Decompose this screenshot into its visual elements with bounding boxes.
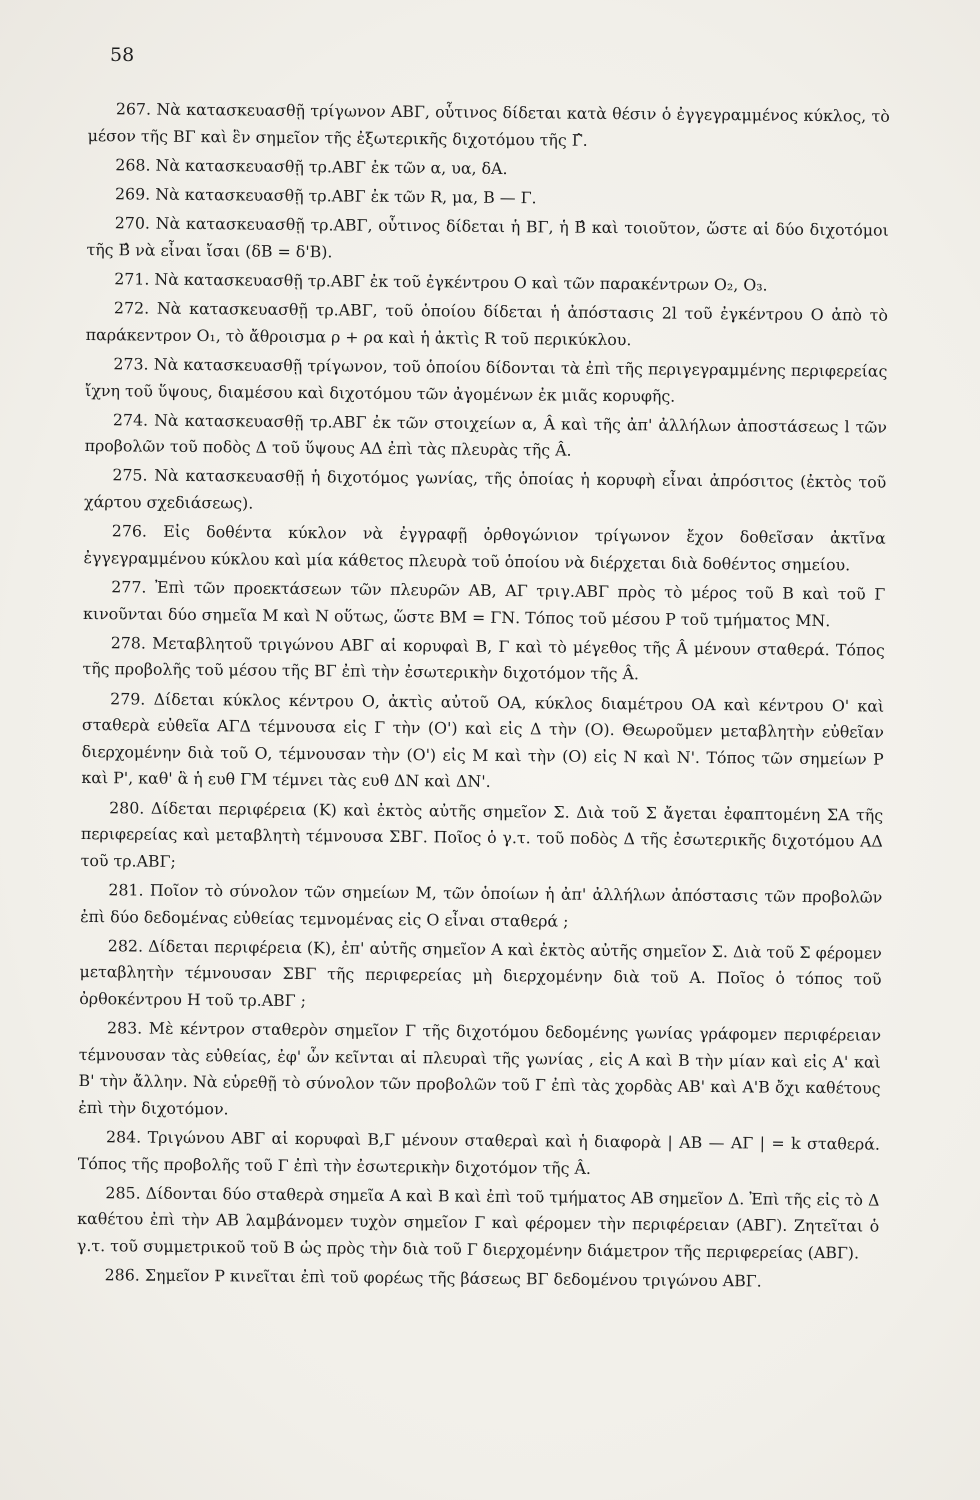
problem-number: 274. (112, 409, 149, 430)
problem-text: Νὰ κατασκευασθῇ τρ.ΑΒΓ ἐκ τοῦ ἐγκέντρου Ο καὶ τῶν παρακέντρων Ο₂, Ο₃. (154, 269, 768, 295)
problem-list (77, 96, 890, 1299)
problem-number: 275. (112, 465, 148, 486)
problem-280 (81, 795, 884, 882)
problem-number: 270. (114, 213, 151, 233)
problem-text: Ἐπὶ τῶν προεκτάσεων τῶν πλευρῶν ΑΒ, ΑΓ τριγ.ΑΒΓ πρὸς τὸ μέρος τοῦ Β καὶ τοῦ Γ κινοῦνται δύο σημεῖα Μ καὶ Ν οὕτως, ὥστε ΒΜ = ΓΝ. Τόπος τοῦ μέσου Ρ τοῦ τμήματος ΜΝ. (82, 577, 886, 630)
problem-number: 283. (106, 1018, 143, 1038)
problem-276 (83, 518, 885, 579)
problem-number: 286. (104, 1265, 140, 1285)
problem-number: 276. (111, 521, 148, 541)
problem-number: 284. (105, 1127, 142, 1147)
problem-text: Νὰ κατασκευασθῇ τρ.ΑΒΓ ἐκ τῶν R, μα, Β — Γ. (155, 184, 537, 208)
problem-282 (79, 933, 882, 1020)
problem-270 (86, 210, 888, 271)
problem-number: 268. (115, 155, 151, 175)
problem-text: Νὰ κατασκευασθῇ τρ.ΑΒΓ, τοῦ ὁποίου δίδεται ἡ ἀπόστασις 2l τοῦ ἐγκέντρου Ο ἀπὸ τὸ παράκεντρον Ο₁, τὸ ἄθροισμα ρ + ρα καὶ ἡ ἀκτὶς R τοῦ περικύκλου. (85, 298, 889, 349)
problem-number: 280. (109, 797, 145, 818)
problem-text: Νὰ κατασκευασθῇ τρίγωνον, τοῦ ὁποίου δίδονται τὰ ἐπὶ τῆς περιγεγραμμένης περιφερείας ἴχνη τοῦ ὕψους, διαμέσου καὶ διχοτόμου τῶν ἀγομένων ἐκ μιᾶς κορυφῆς. (85, 354, 888, 406)
problem-number: 278. (110, 633, 147, 653)
problem-number: 273. (113, 354, 149, 374)
problem-text: Νὰ κατασκευασθῇ τρ.ΑΒΓ ἐκ τῶν α, υα, δΑ. (155, 155, 508, 178)
problem-text: Νὰ κατασκευασθῇ ἡ διχοτόμος γωνίας, τῆς ὁποίας ἡ κορυφὴ εἶναι ἀπρόσιτος (ἐκτὸς τοῦ χάρτου σχεδιάσεως). (84, 466, 887, 513)
problem-284 (78, 1124, 880, 1185)
problem-279 (81, 686, 884, 800)
problem-text: Εἰς δοθέντα κύκλον νὰ ἐγγραφῇ ὀρθογώνιον τρίγωνον ἔχον δοθεῖσαν ἀκτῖνα ἐγγεγραμμένου κύκλου καὶ μία κάθετος πλευρὰ τοῦ ὁποίου νὰ διέρχεται διὰ δοθέντος σημείου. (83, 521, 886, 575)
problem-273 (85, 351, 887, 412)
problem-number: 272. (113, 298, 150, 318)
problem-text: Νὰ κατασκευασθῇ τρ.ΑΒΓ ἐκ τῶν στοιχείων α, Â καὶ τῆς ἀπ' ἀλλήλων ἀποστάσεως l τῶν προβολῶν τοῦ ποδὸς Δ τοῦ ὕψους ΑΔ ἐπὶ τὰς πλευρὰς τῆς Â. (84, 410, 887, 460)
problem-text: Δίδεται περιφέρεια (Κ) καὶ ἐκτὸς αὐτῆς σημεῖον Σ. Διὰ τοῦ Σ ἄγεται ἐφαπτομένη ΣΑ τῆς περιφερείας καὶ μεταβλητὴ τέμνουσα ΣΒΓ. Ποῖος ὁ γ.τ. τοῦ ποδὸς Δ τῆς ἐσωτερικῆς διχοτόμου ΑΔ τοῦ τρ.ΑΒΓ; (80, 798, 884, 871)
problem-277 (83, 574, 885, 635)
problem-number: 269. (114, 184, 151, 204)
problem-278 (82, 630, 884, 691)
problem-number: 267. (115, 99, 152, 119)
problem-267 (87, 96, 889, 157)
problem-number: 271. (114, 269, 150, 289)
problem-271 (86, 266, 888, 300)
problem-text: Δίδεται περιφέρεια (Κ), ἐπ' αὐτῆς σημεῖον Α καὶ ἐκτὸς αὐτῆς σημεῖον Σ. Διὰ τοῦ Σ φέρομεν μεταβλητὴν τέμνουσαν ΣΒΓ τῆς περιφερείας μὴ διερχομένην διὰ τοῦ Α. Ποῖος ὁ τόπος τοῦ ὀρθοκέντρου Η τοῦ τρ.ΑΒΓ ; (79, 936, 882, 1011)
problem-text: Δίδεται κύκλος κέντρου Ο, ἀκτὶς αὐτοῦ ΟΑ, κύκλος διαμέτρου ΟΑ καὶ κέντρου Ο' καὶ σταθερὰ εὐθεῖα ΑΓΔ τέμνουσα εἰς Γ τὴν (Ο') καὶ εἰς Δ τὴν (Ο). Θεωροῦμεν μεταβλητὴν εὐθεῖαν διερχομένην διὰ τοῦ Ο, τέμνουσαν τὴν (Ο') εἰς Μ καὶ τὴν (Ο) εἰς Ν καὶ Ν'. Τόπος τῶν σημείων Ρ καὶ Ρ', καθ' ἃ ἡ ευθ ΓΜ τέμνει τὰς ευθ ΔΝ καὶ ΔΝ'. (81, 689, 885, 792)
problem-number: 281. (108, 880, 144, 900)
problem-text: Σημεῖον Ρ κινεῖται ἐπὶ τοῦ φορέως τῆς βάσεως ΒΓ δεδομένου τριγώνου ΑΒΓ. (144, 1265, 762, 1291)
problem-number: 279. (110, 688, 146, 709)
problem-285 (77, 1180, 880, 1267)
problem-275 (84, 462, 886, 523)
problem-269 (87, 181, 889, 215)
problem-text: Νὰ κατασκευασθῇ τρ.ΑΒΓ, οὗτινος δίδεται ἡ ΒΓ, ἡ Β̂ καὶ τοιοῦτον, ὥστε αἱ δύο διχοτόμοι τῆς Β̂ νὰ εἶναι ἴσαι (δΒ = δ'Β). (86, 213, 889, 262)
problem-number: 277. (111, 577, 147, 597)
page-number: 58 (110, 44, 135, 66)
problem-text: Δίδονται δύο σταθερὰ σημεῖα Α καὶ Β καὶ ἐπὶ τοῦ τμήματος ΑΒ σημεῖον Δ. Ἐπὶ τῆς εἰς τὸ Δ καθέτου ἐπὶ τὴν ΑΒ λαμβάνομεν τυχὸν σημεῖον Γ καὶ φέρομεν τὴν περιφέρειαν (ΑΒΓ). Ζητεῖται ὁ γ.τ. τοῦ συμμετρικοῦ τοῦ Β ὡς πρὸς τὴν διὰ τοῦ Γ διερχομένην διάμετρον τῆς περιφερείας (ΑΒΓ). (76, 1183, 880, 1263)
problem-text: Μὲ κέντρον σταθερὸν σημεῖον Γ τῆς διχοτόμου δεδομένης γωνίας γράφομεν περιφέρειαν τέμνουσαν τὰς εὐθείας, ἐφ' ὧν κεῖνται αἱ πλευραὶ τῆς γωνίας , εἰς Α καὶ Β τὴν μίαν καὶ εἰς Α' καὶ Β' τὴν ἄλλην. Νὰ εὑρεθῇ τὸ σύνολον τῶν προβολῶν τοῦ Γ ἐπὶ τὰς χορδὰς ΑΒ' καὶ Α'Β ὄχι καθέτους ἐπὶ τὴν διχοτόμον. (78, 1018, 882, 1119)
problem-text: Νὰ κατασκευασθῇ τρίγωνον ΑΒΓ, οὗτινος δίδεται κατὰ θέσιν ὁ ἐγγεγραμμένος κύκλος, τὸ μέσον τῆς ΒΓ καὶ ἓν σημεῖον τῆς ἐξωτερικῆς διχοτόμου τῆς Γ̂. (87, 99, 890, 150)
problem-272 (86, 295, 888, 356)
problem-number: 285. (105, 1183, 141, 1203)
problem-281 (80, 877, 882, 938)
problem-text: Ποῖον τὸ σύνολον τῶν σημείων Μ, τῶν ὁποίων ἡ ἀπ' ἀλλήλων ἀπόστασις τῶν προβολῶν ἐπὶ δύο δεδομένας εὐθείας τεμνομένας εἰς Ο εἶναι σταθερά ; (80, 880, 883, 931)
problem-274 (85, 407, 887, 468)
problem-268 (87, 152, 889, 186)
problem-286 (77, 1262, 879, 1296)
problem-number: 282. (107, 935, 144, 956)
problem-text: Τριγώνου ΑΒΓ αἱ κορυφαὶ Β,Γ μένουν σταθεραὶ καὶ ἡ διαφορὰ | ΑΒ — ΑΓ | = k σταθερά. Τόπος τῆς προβολῆς τοῦ Γ ἐπὶ τὴν ἐσωτερικὴν διχοτόμον τῆς Â. (77, 1127, 881, 1178)
problem-283 (78, 1015, 881, 1129)
problem-text: Μεταβλητοῦ τριγώνου ΑΒΓ αἱ κορυφαὶ Β, Γ καὶ τὸ μέγεθος τῆς Â μένουν σταθερά. Τόπος τῆς προβολῆς τοῦ μέσου τῆς ΒΓ ἐπὶ τὴν ἐσωτερικὴν διχοτόμον τῆς Â. (82, 633, 885, 684)
